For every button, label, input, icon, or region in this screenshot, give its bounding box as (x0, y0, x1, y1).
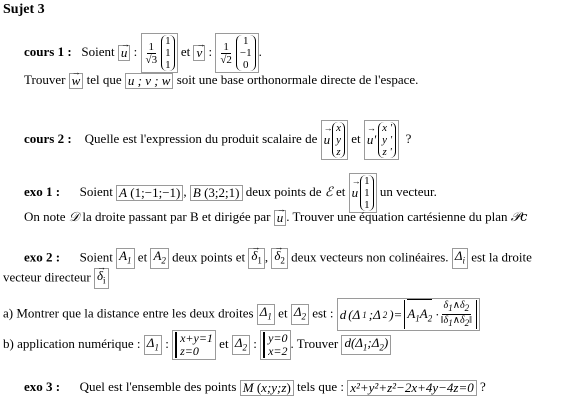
vector-v: → v (196, 46, 202, 60)
exo2-partA: a) Montrer que la distance entre les deux droites $\Delta_1$ et $\Delta_2$ est : d (Δ 1 ;Δ 2 )= $A_1A_2$ · $\frac{\delta_1\wedge\delta_2}{‖\delta_1\wedge\delta_2‖}$ (3, 298, 480, 331)
cours2-label: cours 2 : (24, 130, 72, 146)
cours1-line2: Trouver → w tel que u ; v ; w soit une base orthonormale directe de l'espace. (24, 72, 418, 89)
exo1-line1: exo 1 : Soient A (1;−1;−1) , B (3;2;1) deux points de ℰ et → u 1 1 1 un vecteur. (24, 173, 437, 213)
cours1-line1: cours 1 : Soient → u : $\frac{1}{√3}$ 1 1 1 et → v : $\frac{1}{√2}$ 1 −1 0 . (24, 33, 262, 73)
cours1-label: cours 1 : (24, 43, 72, 59)
exo2-line2: vecteur directeur → $\delta_i$ (3, 268, 109, 289)
point-A: A (1;−1;−1) (116, 185, 183, 201)
cours2-line: cours 2 : Quelle est l'expression du produit scalaire de → u x y z et → u' x ' y ' z ' ? (24, 120, 411, 160)
vector-u: → u (121, 46, 128, 60)
vector-u-exo1: → u 1 1 1 (349, 173, 377, 213)
exo1-line2: On note 𝒟 la droite passant par B et dirigée par → u . Trouver une équation cartésienne du plan 𝒫c (24, 209, 527, 226)
point-B: B (3;2;1) (190, 185, 243, 201)
exo1-label: exo 1 : (24, 183, 61, 199)
exo2-line1: exo 2 : Soient $A_1$ et $A_2$ deux points et → $\delta_1$ , → $\delta_2$ deux vecteurs non colinéaires. $\Delta_i$ est la droite (24, 248, 532, 269)
exo2-partB: b) application numérique : $\Delta_1$ : x+y=1 z=0 et $\Delta_2$ : y=0 x=2 . Trouver $d(\Delta_1;\Delta_2)$ (3, 330, 391, 360)
cours1-text: Soient (81, 43, 115, 59)
exo2-label: exo 2 : (24, 249, 61, 265)
distance-formula: d (Δ 1 ;Δ 2 )= $A_1A_2$ · $\frac{\delta_1\wedge\delta_2}{‖\delta_1\wedge\delta_2‖}$ (337, 298, 480, 331)
sphere-equation: x²+y²+z²−2x+4y−4z=0 (347, 380, 477, 396)
page-title: Sujet 3 (3, 2, 45, 17)
exo3-line: exo 3 : Quel est l'ensemble des points M (x;y;z) tels que : x²+y²+z²−2x+4y−4z=0 ? (24, 379, 486, 396)
vector-u-xyz: → u x y z (321, 120, 348, 160)
vector-u-prime: → u' x ' y ' z ' (364, 120, 399, 160)
vector-w: → w (72, 74, 81, 88)
vector-u-components: $\frac{1}{√3}$ 1 1 1 (141, 33, 178, 73)
point-M: M (x;y;z) (240, 380, 294, 396)
exo3-label: exo 3 : (24, 379, 61, 394)
basis-expr: u ; v ; w (125, 73, 174, 89)
vector-v-components: $\frac{1}{√2}$ 1 −1 0 (215, 33, 258, 73)
